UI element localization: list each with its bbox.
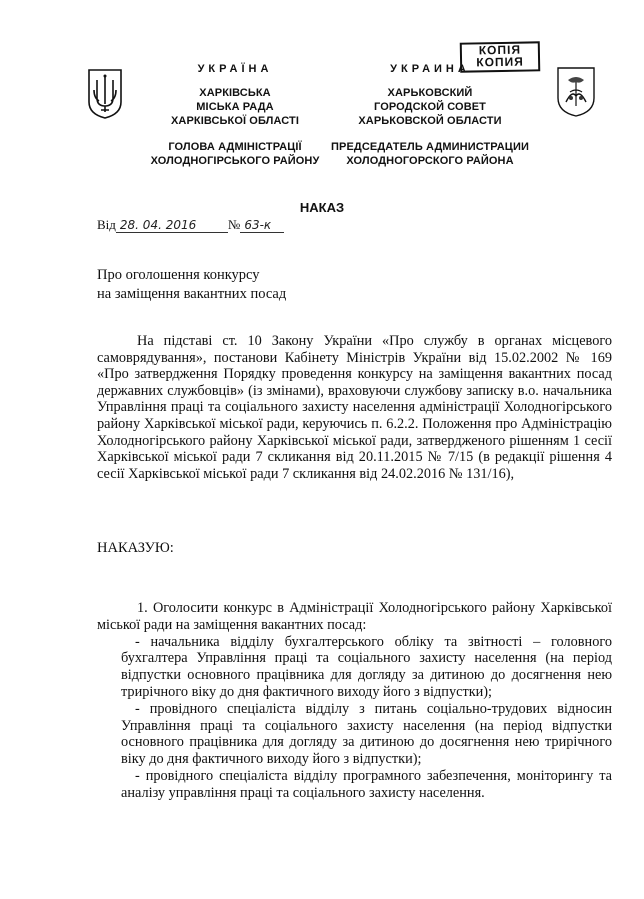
city-line-1: ХАРЬКОВСКИЙ [387, 87, 473, 99]
number-value: 63-к [240, 218, 284, 233]
document-subject [97, 266, 286, 304]
org-line-1: ПРЕДСЕДАТЕЛЬ АДМИНИСТРАЦИИ [331, 141, 529, 153]
city-council-ru [325, 86, 535, 128]
document-title: НАКАЗ [299, 200, 345, 215]
city-line-1: ХАРКІВСЬКА [199, 87, 271, 99]
country-ru: УКРАИНА [390, 63, 470, 75]
kharkiv-coat-of-arms-icon [556, 66, 596, 118]
order-date-number [97, 217, 284, 233]
position-1: - начальника відділу бухгалтерського обліку та звітності – головного бухгалтера Управління праці та соціального захисту населення (на період відпустки основного працівника для догляду за дитиною до досягнення нею трирічного віку до дня фактичного виходу його з відпустки); [121, 633, 612, 700]
subject-line-2: на заміщення вакантних посад [97, 286, 287, 302]
position-3: - провідного спеціаліста відділу програмного забезпечення, моніторингу та аналізу управління праці та соціального захисту населення. [121, 767, 612, 801]
city-line-3: ХАРЬКОВСКОЙ ОБЛАСТИ [358, 115, 502, 127]
order-word: НАКАЗУЮ: [97, 540, 174, 556]
number-prefix: № [227, 217, 241, 232]
city-line-2: ГОРОДСКОЙ СОВЕТ [374, 101, 486, 113]
item-1: 1. Оголосити конкурс в Адміністрації Холодногірського району Харківської міської ради на заміщення вакантних посад: [97, 600, 612, 633]
org-line-1: ГОЛОВА АДМІНІСТРАЦІЇ [168, 141, 302, 153]
subject-line-1: Про оголошення конкурсу [97, 267, 260, 283]
country-uk: УКРАЇНА [197, 63, 273, 75]
preamble-text: На підставі ст. 10 Закону України «Про службу в органах місцевого самоврядування», постанови Кабінету Міністрів України від 15.02.2002 № 169 «Про затвердження Порядку проведення конкурсу на заміщення вакантних посад державних службовців» (із змінами), враховуючи службову записку в.о. начальника Управління праці та соціального захисту населення адміністрації Холодногірського району Харківської міської ради, керуючись п. 6.2.2. Положення про Адміністрацію Холодногірського району Харківської міської ради, затвердженого рішенням 1 сесії Харківської міської ради 7 скликання від 20.11.2015 № 7/15 (в редакції рішення 4 сесії Харківської міської ради 7 скликання від 24.02.2016 № 131/16), [97, 333, 612, 482]
city-line-3: ХАРКІВСЬКОЇ ОБЛАСТІ [170, 115, 300, 127]
stamp-line-ru: КОПИЯ [476, 54, 524, 70]
position-2: - провідного спеціаліста відділу з питань соціально-трудових відносин Управління праці та соціального захисту населення (на період відпустки основного працівника для догляду за дитиною до досягнення нею трирічного віку до дня фактичного виходу його з відпустки); [121, 700, 612, 768]
date-prefix: Від [97, 217, 116, 232]
date-value: 28. 04. 2016 [116, 218, 228, 233]
org-line-2: ХОЛОДНОГІРСЬКОГО РАЙОНУ [150, 155, 320, 167]
header-left [130, 62, 340, 168]
header-right [325, 62, 535, 168]
city-line-2: МІСЬКА РАДА [196, 101, 274, 113]
preamble [97, 333, 612, 482]
org-uk [130, 140, 340, 168]
order-items [97, 600, 612, 802]
stamp-line-uk: КОПІЯ [478, 42, 522, 58]
ukraine-trident-emblem-icon [86, 68, 124, 120]
city-council-uk [130, 86, 340, 128]
org-ru [325, 140, 535, 168]
org-line-2: ХОЛОДНОГОРСКОГО РАЙОНА [346, 155, 514, 167]
